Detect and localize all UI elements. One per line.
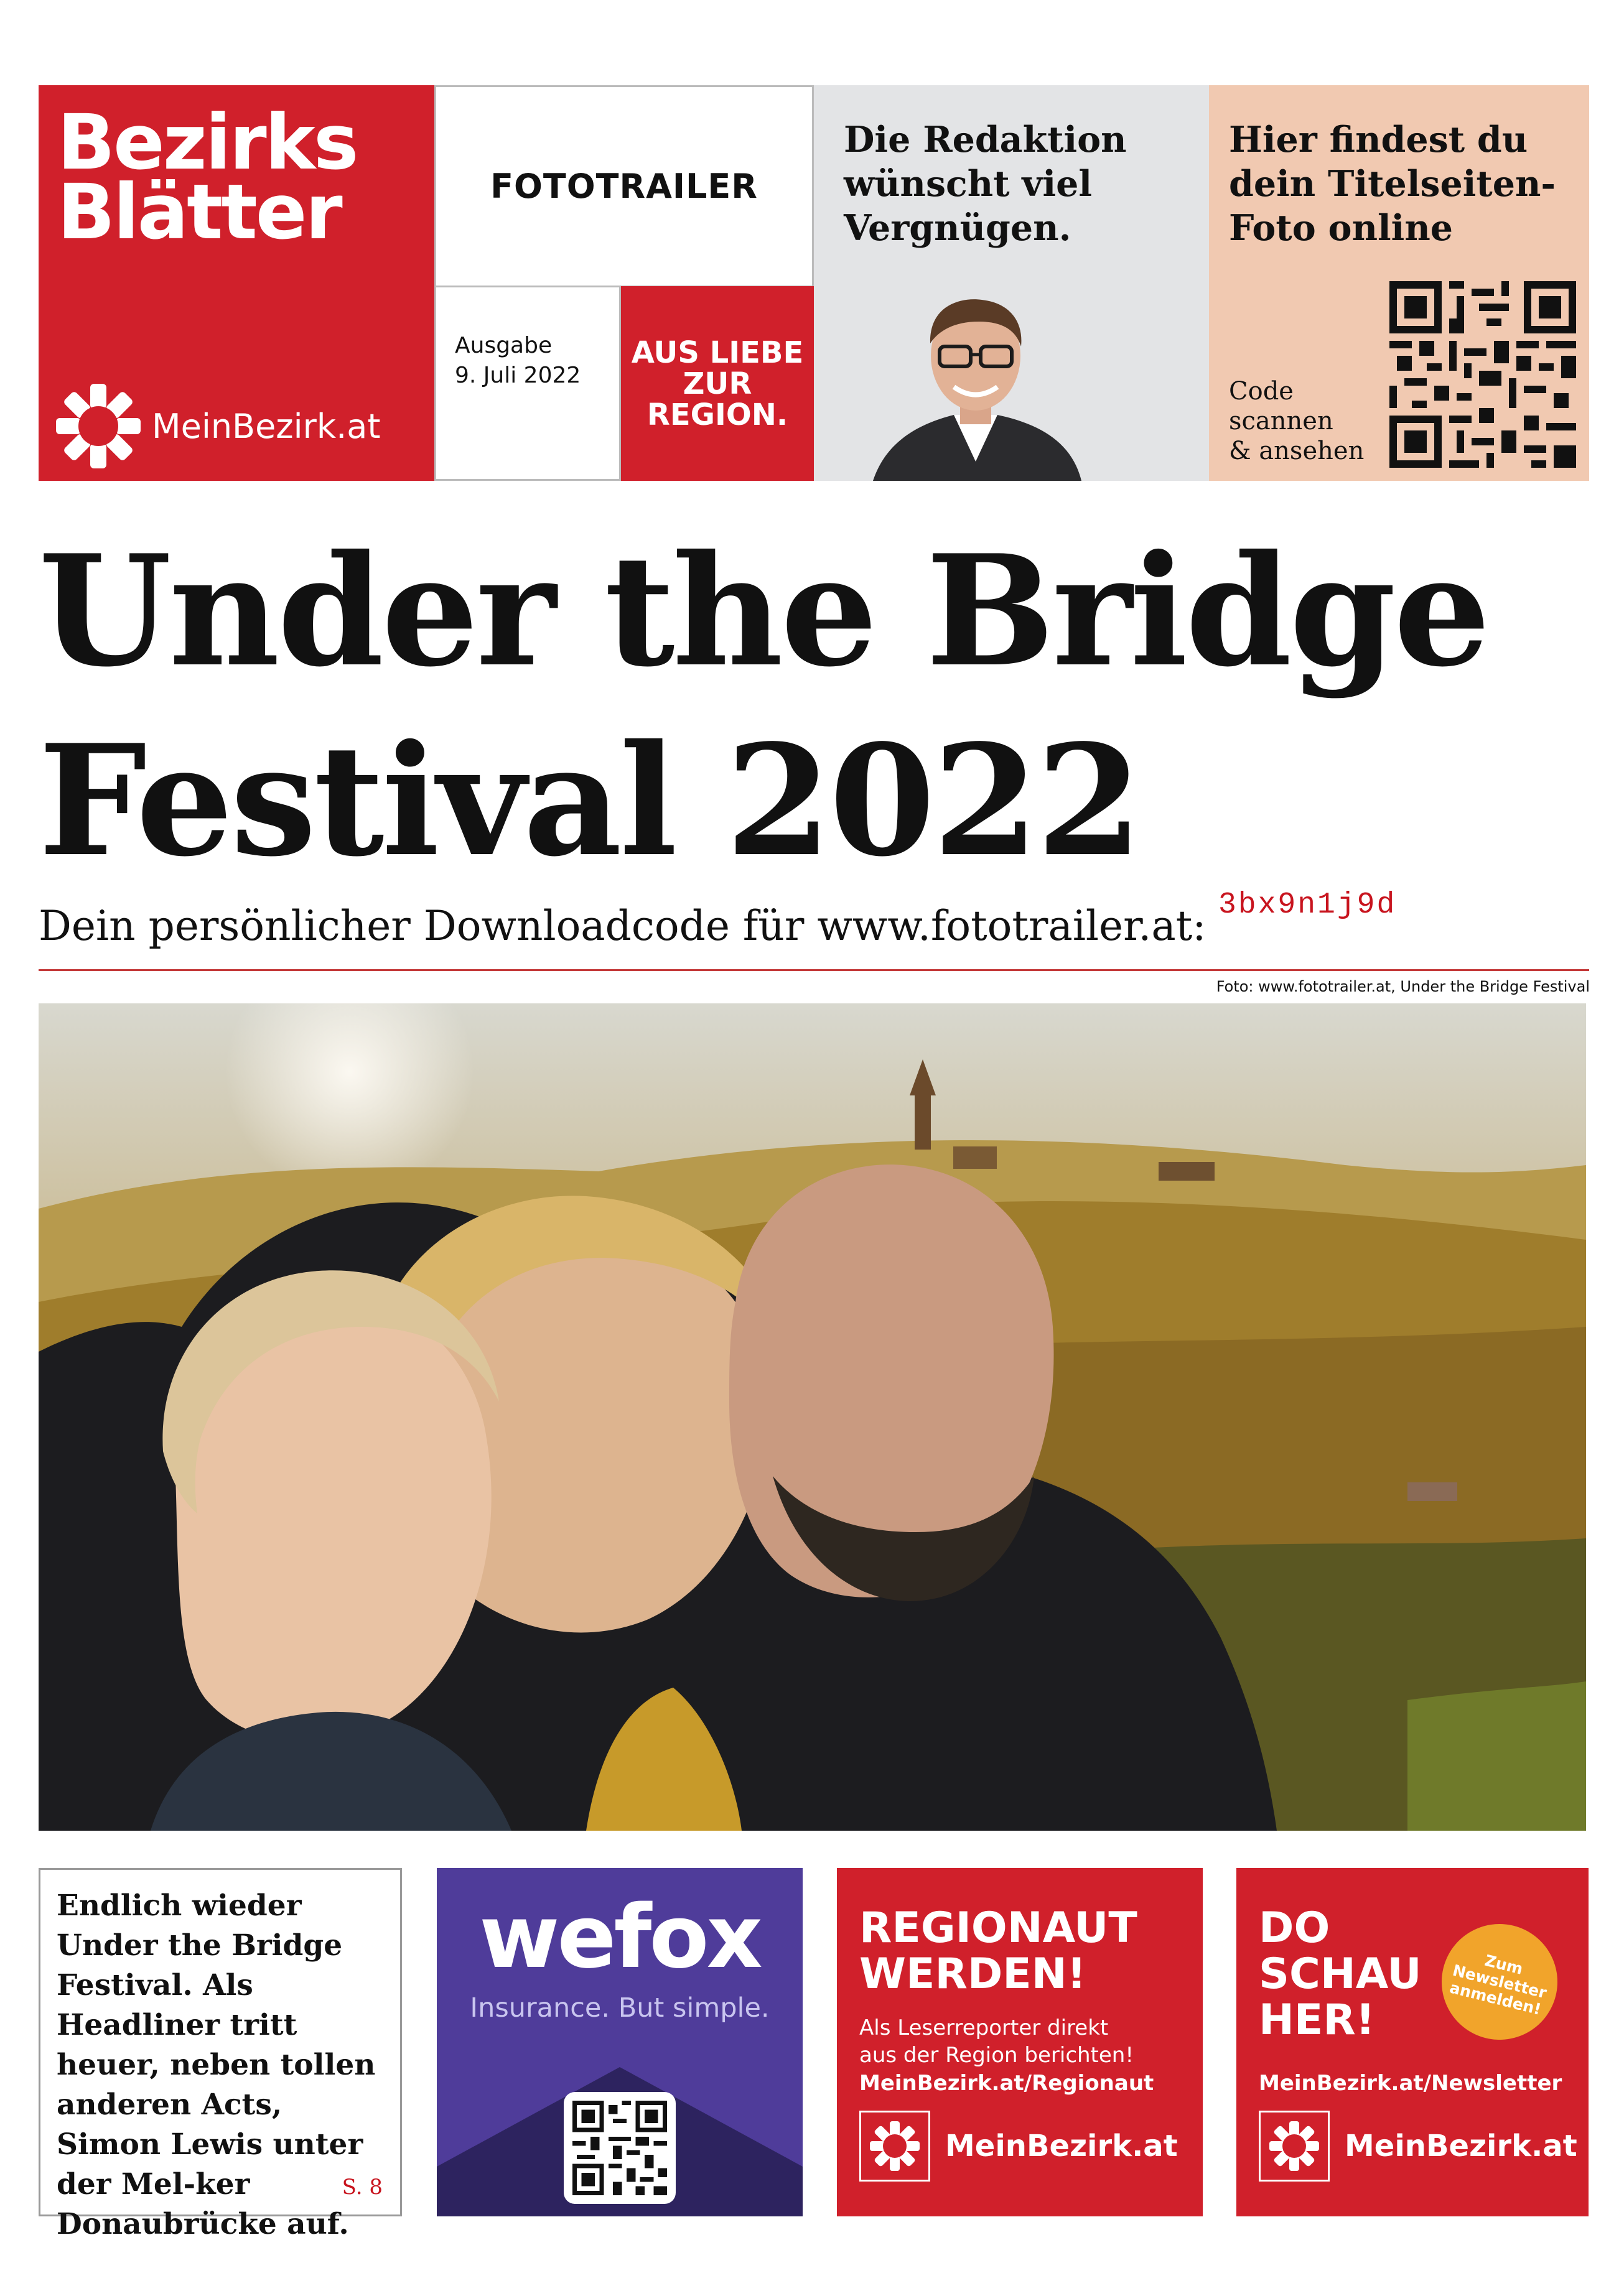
download-instructions: Dein persönlicher Downloadcode für www.fototrailer.at: — [39, 902, 1206, 950]
qr-promo-box — [1209, 85, 1589, 481]
wefox-logo: wefox — [479, 1887, 760, 1988]
qr-scan-hint: Code scannen & ansehen — [1229, 377, 1365, 465]
bezirksblaetter-logo: Bezirks Blätter — [57, 98, 357, 256]
slogan: AUS LIEBE ZUR REGION. — [631, 335, 804, 432]
regionaut-title: REGIONAUT WERDEN! — [859, 1903, 1137, 1999]
wefox-tagline: Insurance. But simple. — [470, 1992, 770, 2024]
newsletter-badge[interactable] — [1429, 1912, 1569, 2052]
photo-credit: Foto: www.fototrailer.at, Under the Bridge Festival — [1216, 978, 1590, 995]
story-teaser[interactable] — [39, 1868, 402, 2241]
regionaut-url[interactable]: MeinBezirk.at/Regionaut — [859, 2071, 1154, 2096]
download-code: 3bx9n1j9d — [1218, 888, 1397, 922]
issue-label: Ausgabe — [455, 333, 553, 358]
meinbezirk-sun-icon — [56, 384, 141, 468]
regionaut-site-label: MeinBezirk.at — [945, 2129, 1178, 2164]
headline: Under the Bridge Festival 2022 — [39, 521, 1488, 890]
meinbezirk-label: MeinBezirk.at — [152, 406, 381, 446]
newsletter-brand — [1259, 2111, 1577, 2182]
divider — [39, 969, 1589, 971]
newsletter-badge-text: Zum Newsletter anmelden! — [1447, 1951, 1549, 2019]
meinbezirk-sun-icon — [859, 2111, 930, 2182]
wefox-ad[interactable] — [437, 1868, 803, 2216]
section-label-box — [434, 85, 814, 287]
editorial-greeting — [814, 85, 1209, 481]
bezirksblaetter-brand-block — [39, 85, 434, 481]
qr-code-icon[interactable] — [1389, 281, 1576, 468]
wefox-qr-code-icon[interactable] — [564, 2092, 676, 2204]
newsletter-site-label: MeinBezirk.at — [1345, 2129, 1577, 2164]
regionaut-ad[interactable] — [837, 1868, 1203, 2216]
teaser-text: Endlich wieder Under the Bridge Festival. Als Headliner tritt heuer, neben tollen anderen Acts, Simon Lewis unter der Mel-ker Donaubrücke auf. — [57, 1889, 376, 2241]
regionaut-brand — [859, 2111, 1178, 2182]
section-label: FOTOTRAILER — [490, 167, 758, 206]
issue-date: 9. Juli 2022 — [455, 363, 581, 388]
slogan-box — [621, 286, 814, 481]
editor-portrait — [861, 287, 1091, 481]
newsletter-title: DO SCHAU HER! — [1259, 1903, 1422, 2045]
family-photo — [39, 1003, 1586, 1831]
newsletter-url[interactable]: MeinBezirk.at/Newsletter — [1259, 2071, 1562, 2096]
newsletter-ad[interactable] — [1236, 1868, 1589, 2216]
regionaut-body: Als Leserreporter direkt aus der Region berichten! — [859, 2015, 1134, 2068]
editorial-text: Die Redaktion wünscht viel Vergnügen. — [844, 119, 1127, 249]
teaser-page-ref: S. 8 — [342, 2175, 383, 2200]
qr-promo-text: Hier findest du dein Titelseiten- Foto online — [1229, 119, 1556, 249]
issue-info — [434, 286, 621, 481]
meinbezirk-brand — [56, 384, 381, 468]
meinbezirk-sun-icon — [1259, 2111, 1330, 2182]
